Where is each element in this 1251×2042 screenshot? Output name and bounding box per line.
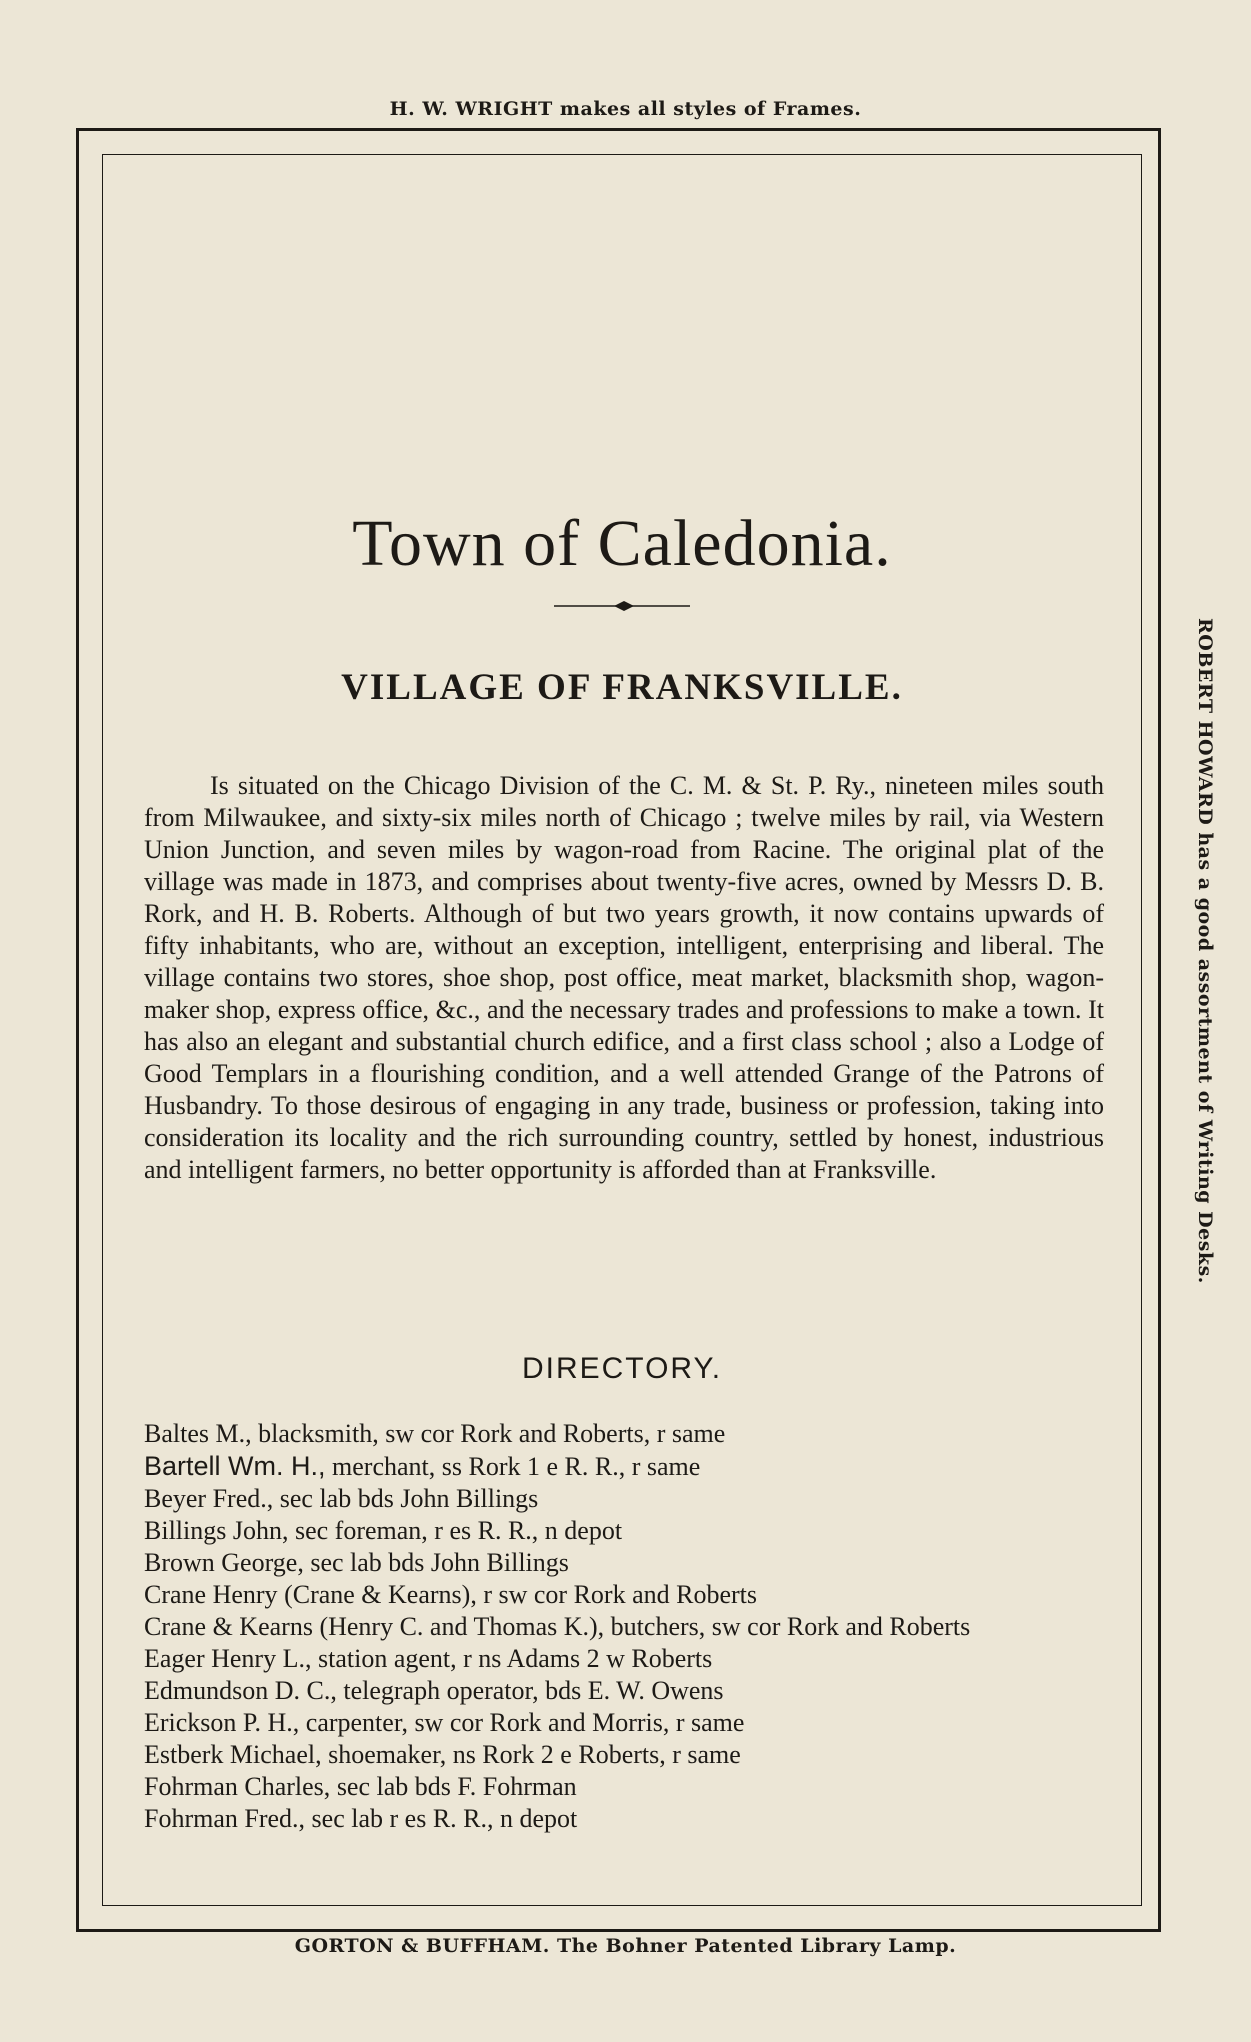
entry-name: Edmundson D. C., [144,1676,337,1705]
entry-name: Baltes M., [144,1419,252,1448]
entry-name: Brown George, [144,1548,304,1577]
directory-entry [144,1739,1104,1771]
directory-entry [144,1515,1104,1547]
directory-entry [144,1675,1104,1707]
directory-entry [144,1611,1104,1643]
entry-detail: shoemaker, ns Rork 2 e Roberts, r same [321,1740,741,1769]
directory-entry [144,1643,1104,1675]
directory-list [144,1418,1104,1835]
directory-entry [144,1483,1104,1515]
entry-name: Fohrman Fred., [144,1804,306,1833]
entry-detail: blacksmith, sw cor Rork and Roberts, r same [251,1419,726,1448]
directory-heading: DIRECTORY. [521,1352,723,1385]
entry-detail: sec lab bds John Billings [273,1484,539,1513]
entry-detail: sec lab r es R. R., n depot [305,1804,578,1833]
entry-detail: carpenter, sw cor Rork and Morris, r same [299,1708,745,1737]
directory-entry [144,1803,1104,1835]
entry-name: Billings John, [144,1516,289,1545]
entry-name: Eager Henry L., [144,1644,312,1673]
entry-name: Beyer Fred., [144,1484,274,1513]
village-description: Is situated on the Chicago Division of the C. M. & St. P. Ry., nineteen miles south from Milwaukee, and sixty-six miles north of Chicago ; twelve miles by rail, via Western Union Junction, and seven miles by wagon-road from Racine. The original plat of the village was made in 1873, and comprises about twenty-five acres, owned by Messrs D. B. Rork, and H. B. Roberts. Although of but two years growth, it now contains upwards of fifty inhabitants, who are, without an exception, intelligent, enterprising and liberal. The village contains two stores, shoe shop, post office, meat market, blacksmith shop, wagon-maker shop, express office, &c., and the necessary trades and professions to make a town. It has also an elegant and substantial church edifice, and a first class school ; also a Lodge of Good Templars in a flourishing condition, and a well attended Grange of the Patrons of Husbandry. To those desirous of engaging in any trade, business or profession, taking into consideration its locality and the rich surrounding country, settled by honest, industrious and intelligent farmers, no better opportunity is afforded than at Franksville. [144,771,1104,1184]
ornament-divider-icon [554,594,690,618]
directory-entry [144,1771,1104,1803]
directory-entry [144,1579,1104,1611]
entry-detail: merchant, ss Rork 1 e R. R., r same [325,1452,701,1481]
entry-detail: sec lab bds John Billings [303,1548,569,1577]
entry-name: Erickson P. H., [144,1708,300,1737]
entry-detail: (Crane & Kearns), r sw cor Rork and Roberts [277,1580,757,1609]
entry-name: Crane Henry [144,1580,278,1609]
entry-name: Bartell Wm. H., [144,1451,326,1481]
directory-entry [144,1418,1104,1450]
side-advertisement: ROBERT HOWARD has a good assortment of Writing Desks. [1194,618,1216,1284]
entry-detail: (Henry C. and Thomas K.), butchers, sw cor Rork and Roberts [312,1612,971,1641]
entry-name: Fohrman Charles, [144,1772,331,1801]
entry-name: Estberk Michael, [144,1740,322,1769]
entry-detail: telegraph operator, bds E. W. Owens [336,1676,724,1705]
footer-advertisement: GORTON & BUFFHAM. The Bohner Patented Library Lamp. [294,1935,957,1957]
entry-detail: sec foreman, r es R. R., n depot [288,1516,623,1545]
header-advertisement: H. W. WRIGHT makes all styles of Frames. [389,98,862,120]
entry-detail: sec lab bds F. Fohrman [330,1772,577,1801]
page-title: Town of Caledonia. [352,507,892,581]
directory-entry [144,1450,1104,1483]
directory-entry [144,1547,1104,1579]
entry-detail: station agent, r ns Adams 2 w Roberts [311,1644,713,1673]
directory-entry [144,1707,1104,1739]
section-subtitle: VILLAGE OF FRANKSVILLE. [341,667,903,708]
entry-name: Crane & Kearns [144,1612,313,1641]
